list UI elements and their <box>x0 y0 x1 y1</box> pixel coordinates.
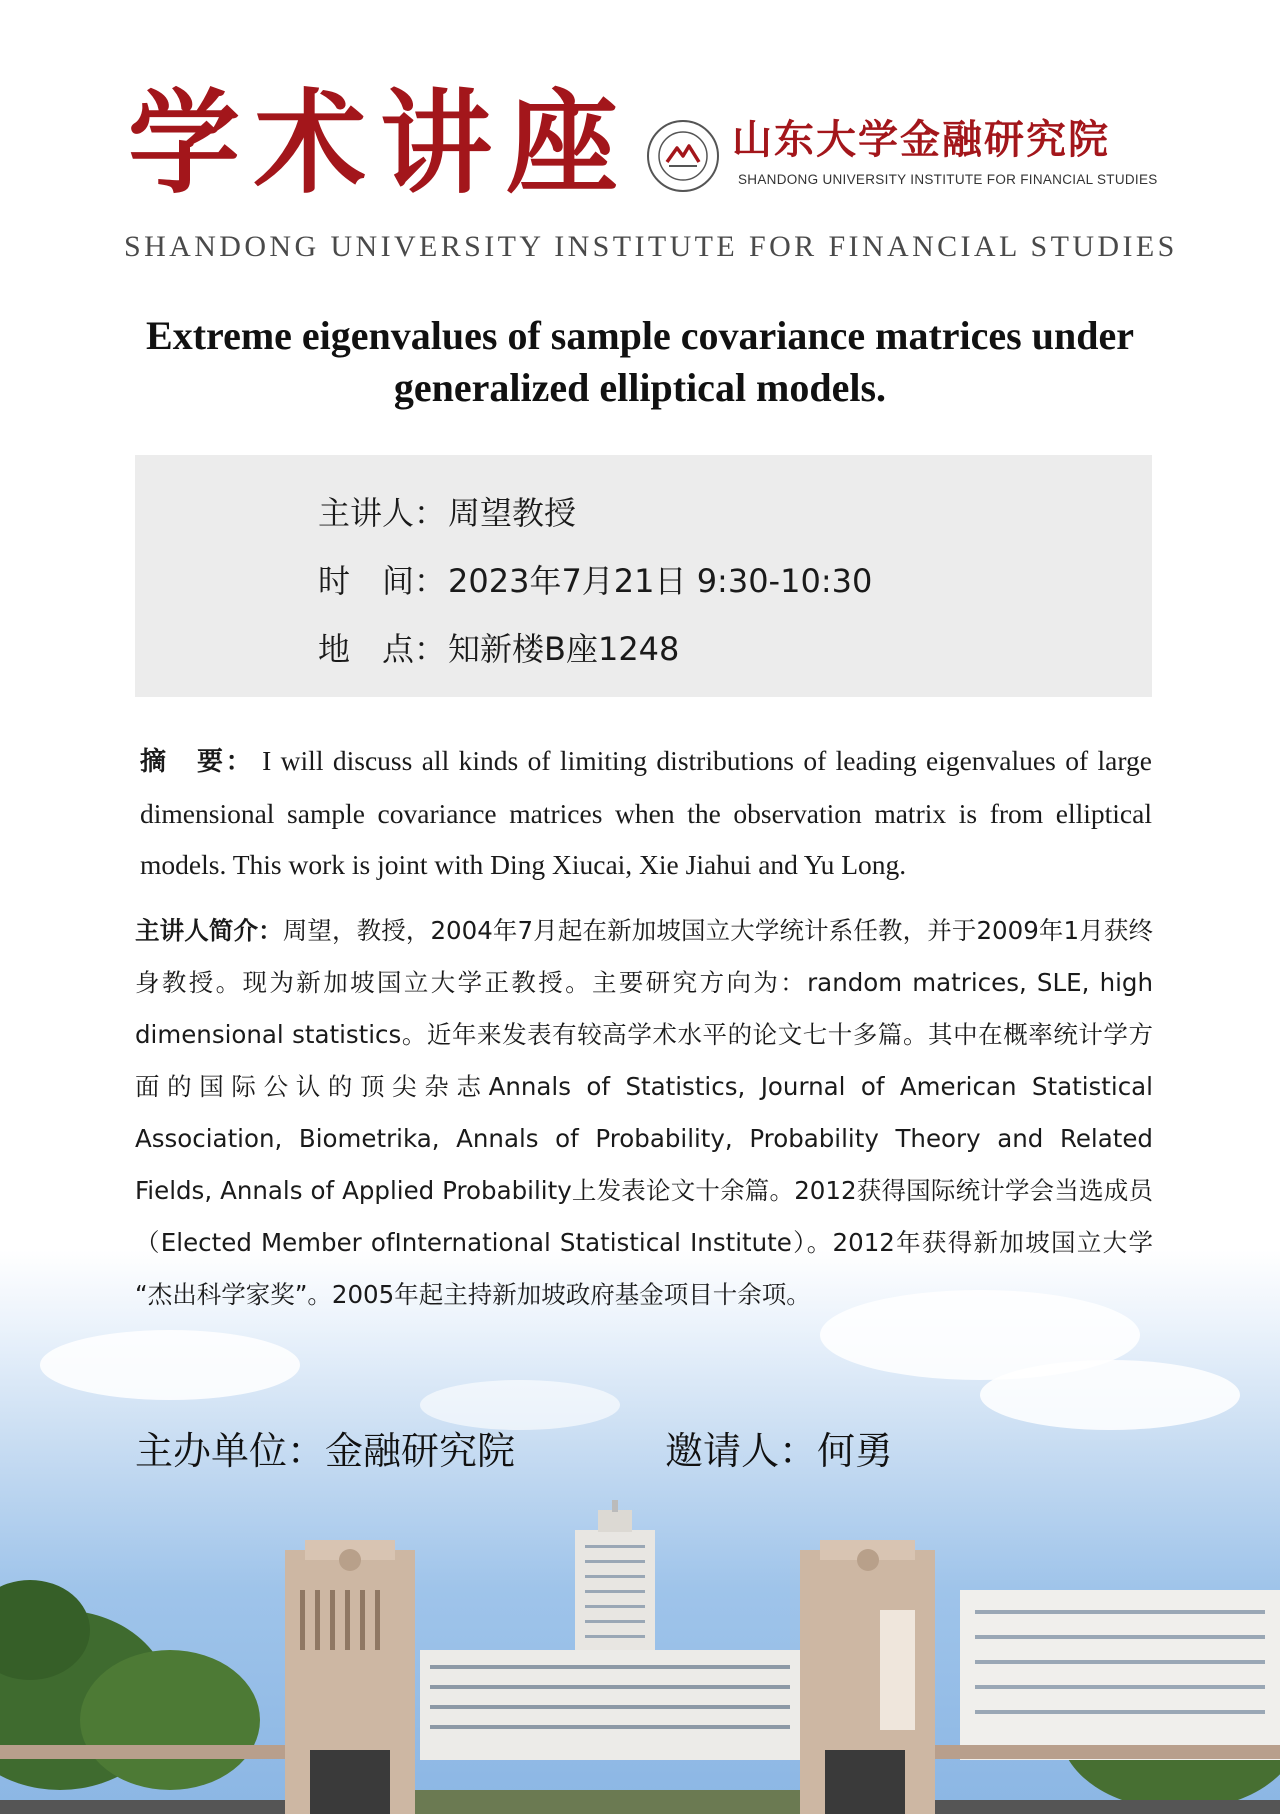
place-row <box>318 624 679 670</box>
bio-text: 周望，教授，2004年7月起在新加坡国立大学统计系任教，并于2009年1月获终身教授。现为新加坡国立大学正教授。主要研究方向为：random matrices, SLE, high dimensional statistics。近年来发表有较高学术水平的论文七十多篇。其中在概率统计学方面的国际公认的顶尖杂志Annals of Statistics, Journal of American Statistical Association, Biometrika, Annals of Probability, Probability Theory and Related Fields, Annals of Applied Probability上发表论文十余篇。2012获得国际统计学会当选成员（Elected Member ofInternational Statistical Institute）。2012年获得新加坡国立大学 “杰出科学家奖”。2005年起主持新加坡政府基金项目十余项。 <box>135 916 1154 1309</box>
abstract <box>140 735 1152 890</box>
talk-title <box>60 310 1220 414</box>
bio-label: 主讲人简介： <box>135 916 283 945</box>
institute-name-en: SHANDONG UNIVERSITY INSTITUTE FOR FINANCIAL STUDIES <box>738 172 1158 187</box>
talk-title-line1: Extreme eigenvalues of sample covariance matrices under <box>146 313 1134 358</box>
speaker-row <box>318 488 576 534</box>
poster-title: 学术讲座 <box>128 78 632 209</box>
organizer <box>135 1420 515 1475</box>
institute-name-cn: 山东大学金融研究院 <box>732 116 1110 163</box>
institute-seal-logo <box>645 118 721 194</box>
organizer-value: 金融研究院 <box>325 1429 516 1473</box>
speaker-label: 主讲人： <box>318 494 447 532</box>
inviter-value: 何勇 <box>817 1429 894 1473</box>
abstract-text: I will discuss all kinds of limiting distributions of leading eigenvalues of large dimensional sample covariance matrices when the observation matrix is from elliptical models. This work is joint with Ding Xiucai, Xie Jiahui and Yu Long. <box>140 745 1152 880</box>
abstract-label: 摘 要： <box>140 747 255 777</box>
inviter-label: 邀请人： <box>665 1429 818 1473</box>
time-value: 2023年7月21日 9:30-10:30 <box>448 562 873 600</box>
institute-subtitle: SHANDONG UNIVERSITY INSTITUTE FOR FINANCIAL STUDIES <box>124 230 1178 263</box>
talk-title-line2: generalized elliptical models. <box>393 365 887 410</box>
speaker-value: 周望教授 <box>448 494 577 532</box>
campus-gate-photo <box>0 1500 1280 1814</box>
inviter <box>665 1420 893 1475</box>
place-value: 知新楼B座1248 <box>448 630 680 668</box>
speaker-bio <box>135 905 1153 1321</box>
time-row <box>318 556 872 602</box>
time-label: 时 间： <box>318 562 447 600</box>
organizer-label: 主办单位： <box>135 1429 326 1473</box>
place-label: 地 点： <box>318 630 447 668</box>
